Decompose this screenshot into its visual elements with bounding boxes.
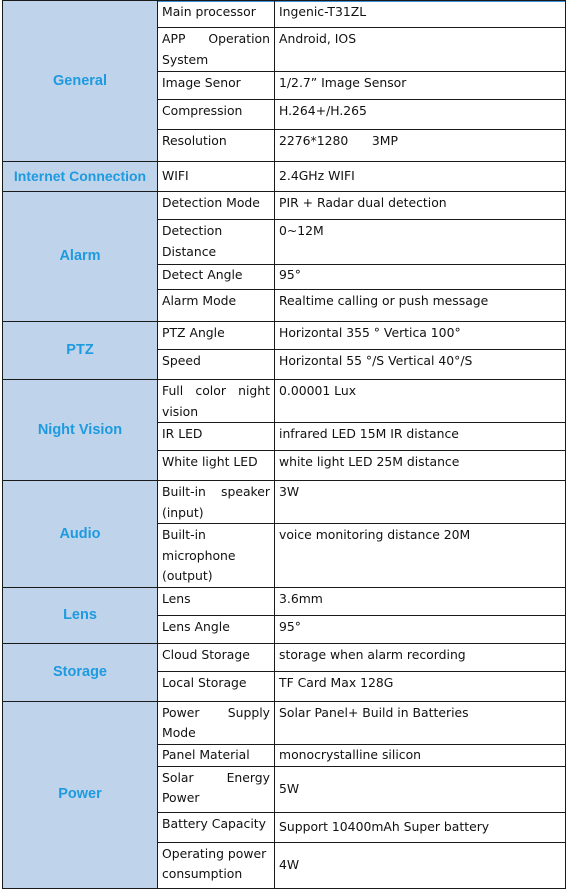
spec-value: Support 10400mAh Super battery: [275, 812, 566, 842]
spec-value: 4W: [275, 842, 566, 888]
spec-value: Realtime calling or push message: [275, 290, 566, 322]
spec-value: 95°: [275, 265, 566, 290]
spec-value: 0.00001 Lux: [275, 380, 566, 423]
spec-table: [2, 0, 566, 889]
spec-value: H.264+/H.265: [275, 100, 566, 130]
spec-label: Power Supply Mode: [158, 701, 275, 744]
spec-label: Operating power consumption: [158, 842, 275, 888]
spec-label: Speed: [158, 350, 275, 380]
table-row: [3, 162, 566, 192]
spec-label: Battery Capacity: [158, 812, 275, 842]
spec-label: Detection Distance: [158, 220, 275, 265]
spec-value: 2.4GHz WIFI: [275, 162, 566, 192]
category-ptz: PTZ: [3, 322, 158, 380]
spec-label: IR LED: [158, 423, 275, 451]
spec-value: monocrystalline silicon: [275, 744, 566, 766]
spec-label: Alarm Mode: [158, 290, 275, 322]
spec-value: voice monitoring distance 20M: [275, 524, 566, 588]
table-row: [3, 587, 566, 615]
spec-value: PIR + Radar dual detection: [275, 192, 566, 220]
table-row: [3, 192, 566, 220]
spec-label: Panel Material: [158, 744, 275, 766]
spec-value: Ingenic-T31ZL: [275, 1, 566, 28]
spec-label: Image Senor: [158, 72, 275, 100]
spec-value: Solar Panel+ Build in Batteries: [275, 701, 566, 744]
spec-value: 0~12M: [275, 220, 566, 265]
spec-label: Main processor: [158, 1, 275, 28]
category-night-vision: Night Vision: [3, 380, 158, 481]
spec-value: Android, IOS: [275, 28, 566, 72]
category-power: Power: [3, 701, 158, 888]
spec-label: Solar Energy Power: [158, 766, 275, 812]
spec-label: Resolution: [158, 130, 275, 162]
spec-label: Local Storage: [158, 671, 275, 701]
spec-label: PTZ Angle: [158, 322, 275, 350]
spec-value: 1/2.7” Image Sensor: [275, 72, 566, 100]
category-internet-connection: Internet Connection: [3, 162, 158, 192]
spec-value: Horizontal 55 °/S Vertical 40°/S: [275, 350, 566, 380]
spec-label: Detect Angle: [158, 265, 275, 290]
spec-value: white light LED 25M distance: [275, 451, 566, 481]
spec-label: APP Operation System: [158, 28, 275, 72]
table-row: [3, 380, 566, 423]
spec-value: 3.6mm: [275, 587, 566, 615]
spec-label: Lens Angle: [158, 615, 275, 643]
table-row: [3, 643, 566, 671]
spec-value: infrared LED 15M IR distance: [275, 423, 566, 451]
spec-value: 3W: [275, 481, 566, 524]
category-audio: Audio: [3, 481, 158, 588]
category-storage: Storage: [3, 643, 158, 701]
spec-label: Full color night vision: [158, 380, 275, 423]
category-lens: Lens: [3, 587, 158, 643]
table-row: [3, 701, 566, 744]
spec-label: Lens: [158, 587, 275, 615]
category-alarm: Alarm: [3, 192, 158, 322]
spec-value: 95°: [275, 615, 566, 643]
spec-label: Built-in microphone (output): [158, 524, 275, 588]
spec-value: TF Card Max 128G: [275, 671, 566, 701]
spec-value: 2276*1280 3MP: [275, 130, 566, 162]
table-row: [3, 322, 566, 350]
spec-label: Built-in speaker (input): [158, 481, 275, 524]
spec-label: Detection Mode: [158, 192, 275, 220]
table-row: [3, 481, 566, 524]
spec-label: Compression: [158, 100, 275, 130]
category-general: General: [3, 1, 158, 162]
spec-label: White light LED: [158, 451, 275, 481]
spec-value: Horizontal 355 ° Vertica 100°: [275, 322, 566, 350]
spec-value: 5W: [275, 766, 566, 812]
spec-label: Cloud Storage: [158, 643, 275, 671]
spec-label: WIFI: [158, 162, 275, 192]
table-row: [3, 1, 566, 28]
spec-value: storage when alarm recording: [275, 643, 566, 671]
